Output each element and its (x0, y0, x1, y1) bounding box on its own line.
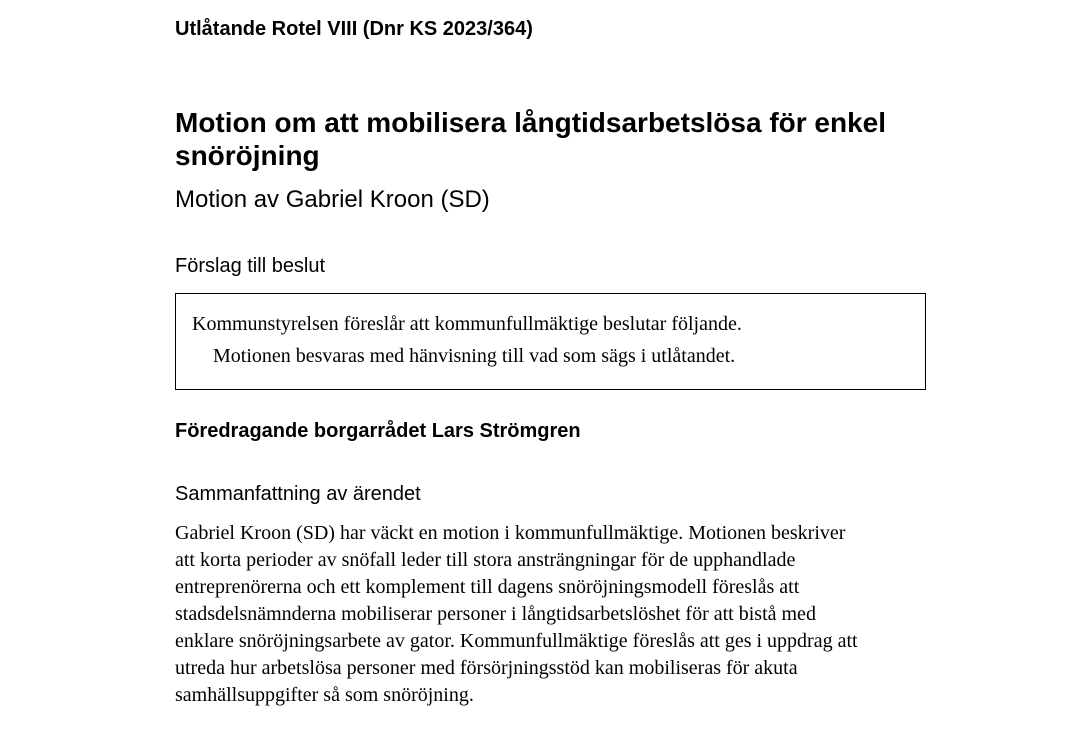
summary-line: entreprenörerna och ett komplement till dagens snöröjningsmodell föreslås att (175, 576, 800, 598)
summary-line: stadsdelsnämnderna mobiliserar personer i långtidsarbetslöshet för att bistå med (175, 603, 816, 625)
presenter-heading: Föredragande borgarrådet Lars Strömgren (175, 420, 581, 442)
document-subtitle: Motion av Gabriel Kroon (SD) (175, 186, 490, 213)
document-title: Motion om att mobilisera långtidsarbetslösa för enkel snöröjning (175, 107, 887, 171)
decision-item: Motionen besvaras med hänvisning till vad som sägs i utlåtandet. (213, 345, 736, 367)
decision-box (175, 293, 926, 390)
summary-line: Gabriel Kroon (SD) har väckt en motion i kommunfullmäktige. Motionen beskriver (175, 522, 846, 544)
summary-line: utreda hur arbetslösa personer med försörjningsstöd kan mobiliseras för akuta (175, 657, 798, 679)
summary-line: enklare snöröjningsarbete av gator. Kommunfullmäktige föreslås att ges i uppdrag att (175, 630, 858, 652)
decision-intro: Kommunstyrelsen föreslår att kommunfullmäktige beslutar följande. (192, 313, 742, 335)
summary-heading: Sammanfattning av ärendet (175, 483, 421, 505)
summary-line: samhällsuppgifter så som snöröjning. (175, 684, 474, 706)
document-reference: Utlåtande Rotel VIII (Dnr KS 2023/364) (175, 18, 533, 40)
proposal-heading: Förslag till beslut (175, 255, 326, 277)
summary-paragraph (175, 520, 927, 709)
summary-line: att korta perioder av snöfall leder till stora ansträngningar för de upphandlade (175, 549, 796, 571)
